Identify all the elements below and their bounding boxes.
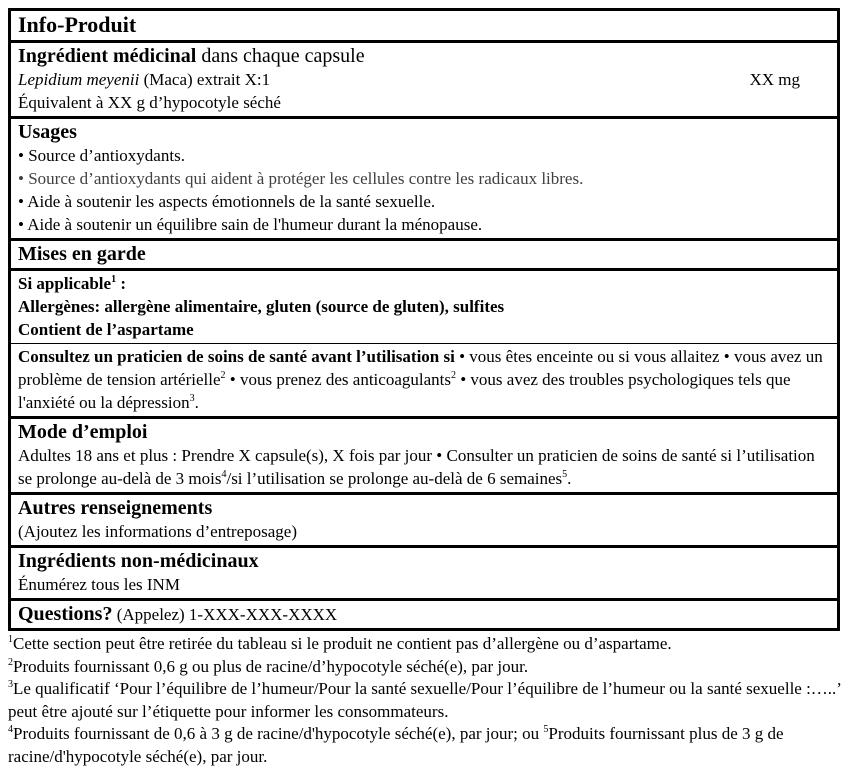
questions-label: Questions? (18, 603, 113, 625)
warnings-allergen-section (11, 268, 837, 343)
warnings-heading-section (11, 238, 837, 268)
uses-section (11, 116, 837, 238)
product-facts-table (8, 8, 840, 631)
directions-end: . (567, 469, 572, 488)
title-section (11, 11, 837, 40)
use-item: • Aide à soutenir les aspects émotionnels de la santé sexuelle. (18, 192, 436, 211)
page-title: Info-Produit (18, 12, 137, 37)
footnote-text: Produits fournissant de 0,6 à 3 g de racine/d'hypocotyle séché(e), par jour; ou (13, 724, 544, 744)
use-item: • Aide à soutenir un équilibre sain de l'humeur durant la ménopause. (18, 215, 483, 234)
non-medicinal-section (11, 545, 837, 598)
ingredient-row (18, 68, 830, 91)
ingredient-rest: (Maca) extrait X:1 (139, 70, 271, 89)
footnote-text: Le qualificatif ‘Pour l’équilibre de l’humeur/Pour la santé sexuelle/Pour l’équilibre de l’humeur ou la santé sexuelle :…..’ peut être ajouté sur l’étiquette pour informer les consommateurs. (8, 679, 841, 721)
directions-part: Adultes 18 ans et plus : Prendre X capsule(s), X fois par jour • Consulter un praticien de soins de santé si l’utilisation se prolonge au-delà de 3 mois (18, 446, 815, 488)
uses-heading: Usages (18, 121, 77, 143)
footnote-number: 1 (8, 634, 13, 645)
if-applicable-line (18, 272, 830, 295)
warnings-consult-section (11, 343, 837, 416)
equivalent-text: Équivalent à XX g d’hypocotyle séché (18, 93, 281, 112)
if-applicable-colon: : (116, 274, 126, 293)
questions-phone: (Appelez) 1-XXX-XXX-XXXX (112, 605, 338, 624)
footnote-text: Produits fournissant plus de 3 g de racine/d'hypocotyle séché(e), par jour. (8, 724, 784, 766)
footnote-ref: 3 (189, 393, 195, 404)
footnote-ref: 2 (450, 370, 456, 381)
footnote-number: 3 (8, 679, 13, 691)
medicinal-ingredient-section (11, 40, 837, 116)
ingredient-dose: XX mg (749, 70, 800, 89)
footnote-text: Produits fournissant 0,6 g ou plus de racine/d’hypocotyle séché(e), par jour. (13, 656, 529, 676)
other-info-text: (Ajoutez les informations d’entreposage) (18, 522, 297, 541)
medicinal-heading (18, 44, 830, 68)
warnings-heading: Mises en garde (18, 243, 146, 265)
aspartame-text: Contient de l’aspartame (18, 320, 194, 339)
footnote (8, 678, 842, 723)
non-medicinal-heading: Ingrédients non-médicinaux (18, 550, 259, 572)
consult-end: . (194, 393, 199, 412)
footnotes (8, 633, 842, 769)
allergens-text: Allergènes: allergène alimentaire, gluten (source de gluten), sulfites (18, 297, 505, 316)
footnote-number: 2 (8, 656, 13, 668)
ingredient-name (18, 68, 270, 91)
use-item: • Source d’antioxydants. (18, 146, 185, 165)
use-item: • Source d’antioxydants qui aident à protéger les cellules contre les radicaux libres. (18, 169, 584, 188)
directions-section (11, 416, 837, 492)
other-info-section (11, 492, 837, 545)
consult-part: • vous prenez des anticoagulants (225, 370, 451, 389)
medicinal-heading-bold: Ingrédient médicinal (18, 45, 197, 67)
footnote-ref: 2 (220, 370, 226, 381)
if-applicable-text: Si applicable (18, 274, 112, 293)
footnote-ref: 5 (562, 469, 568, 480)
consult-text (18, 345, 830, 414)
footnote (8, 723, 842, 768)
consult-part: • vous êtes enceinte ou si vous allaitez • vous avez un problème de tension artérielle (18, 347, 823, 389)
non-medicinal-text: Énumérez tous les INM (18, 575, 180, 594)
directions-heading: Mode d’emploi (18, 421, 148, 443)
questions-section (11, 598, 837, 628)
questions-line (18, 602, 830, 626)
footnote-ref: 4 (221, 469, 227, 480)
footnote (8, 633, 842, 656)
directions-part: /si l’utilisation se prolonge au-delà de 6 semaines (226, 469, 563, 488)
latin-name: Lepidium meyenii (18, 70, 140, 89)
other-info-heading: Autres renseignements (18, 497, 213, 519)
consult-part: • vous avez des troubles psychologiques tels que l'anxiété ou la dépression (18, 370, 791, 412)
footnote-number: 5 (543, 724, 549, 736)
footnote (8, 656, 842, 679)
medicinal-heading-rest: dans chaque capsule (196, 45, 365, 67)
footnote-ref: 1 (111, 274, 117, 285)
directions-text (18, 444, 830, 490)
consult-bold: Consultez un praticien de soins de santé avant l’utilisation si (18, 347, 455, 366)
footnote-text: Cette section peut être retirée du tableau si le produit ne contient pas d’allergène ou d’aspartame. (13, 634, 672, 653)
footnote-number: 4 (8, 724, 13, 736)
